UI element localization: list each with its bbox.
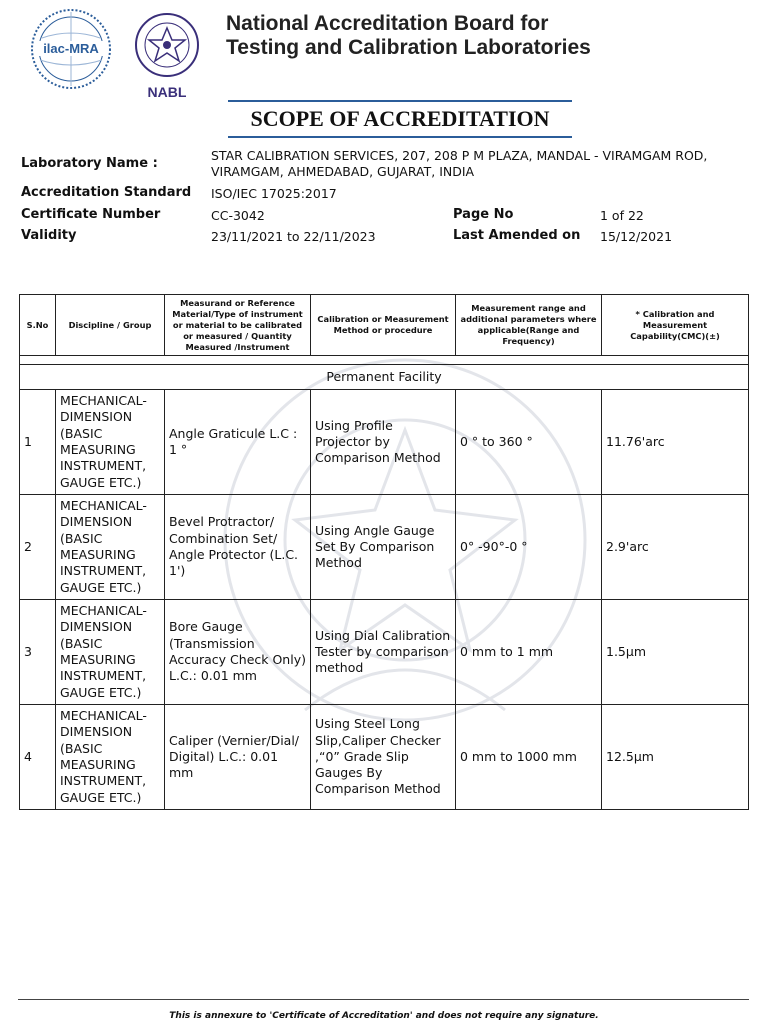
cell-range: 0 mm to 1000 mm: [456, 705, 602, 810]
cell-method: Using Steel Long Slip,Caliper Checker ,“0” Grade Slip Gauges By Comparison Method: [311, 705, 456, 810]
table-row: [20, 600, 749, 705]
ilac-mra-logo: [28, 8, 114, 90]
cell-method: Using Profile Projector by Comparison Method: [311, 390, 456, 495]
cell-sno: 3: [20, 600, 56, 705]
header-range: Measurement range and additional parameters where applicable(Range and Frequency): [456, 295, 602, 356]
cell-measurand: Bore Gauge (Transmission Accuracy Check Only) L.C.: 0.01 mm: [165, 600, 311, 705]
facility-row: [20, 365, 749, 390]
cell-range: 0 ° to 360 °: [456, 390, 602, 495]
cell-range: 0 mm to 1 mm: [456, 600, 602, 705]
footer-note: This is annexure to 'Certificate of Accreditation' and does not require any signature.: [169, 1011, 599, 1021]
cell-measurand: Bevel Protractor/ Combination Set/ Angle Protector (L.C. 1'): [165, 495, 311, 600]
cell-sno: 2: [20, 495, 56, 600]
page-no-label: Page No: [453, 207, 514, 222]
footer-divider: [18, 999, 749, 1000]
lab-name-line-2: VIRAMGAM, AHMEDABAD, GUJARAT, INDIA: [211, 164, 475, 179]
cell-discipline: MECHANICAL- DIMENSION (BASIC MEASURING INSTRUMENT, GAUGE ETC.): [56, 705, 165, 810]
svg-text:NABL: NABL: [147, 84, 187, 100]
scope-table: [19, 294, 749, 810]
cell-range: 0° -90°-0 °: [456, 495, 602, 600]
cell-cmc: 12.5µm: [602, 705, 749, 810]
certificate-label: Certificate Number: [21, 207, 161, 222]
cell-method: Using Angle Gauge Set By Comparison Method: [311, 495, 456, 600]
cell-measurand: Angle Graticule L.C : 1 °: [165, 390, 311, 495]
page-no-value: 1 of 22: [600, 208, 644, 223]
last-amended-value: 15/12/2021: [600, 229, 673, 244]
table-row: [20, 495, 749, 600]
lab-name-value: [211, 148, 707, 180]
validity-value: 23/11/2021 to 22/11/2023: [211, 229, 376, 244]
table-spacer: [20, 356, 749, 365]
validity-label: Validity: [21, 228, 77, 243]
cell-cmc: 1.5µm: [602, 600, 749, 705]
certificate-value: CC-3042: [211, 208, 265, 223]
header-sno: S.No: [20, 295, 56, 356]
header-discipline: Discipline / Group: [56, 295, 165, 356]
cell-method: Using Dial Calibration Tester by comparison method: [311, 600, 456, 705]
org-line-1: National Accreditation Board for: [226, 12, 549, 35]
table-header-row: [20, 295, 749, 356]
facility-label: Permanent Facility: [20, 365, 749, 390]
cell-discipline: MECHANICAL- DIMENSION (BASIC MEASURING INSTRUMENT, GAUGE ETC.): [56, 495, 165, 600]
cell-cmc: 11.76'arc: [602, 390, 749, 495]
lab-name-line-1: STAR CALIBRATION SERVICES, 207, 208 P M PLAZA, MANDAL - VIRAMGAM ROD,: [211, 148, 708, 163]
organization-name: [226, 12, 591, 60]
standard-label: Accreditation Standard: [21, 185, 192, 200]
cell-discipline: MECHANICAL- DIMENSION (BASIC MEASURING INSTRUMENT, GAUGE ETC.): [56, 390, 165, 495]
cell-sno: 4: [20, 705, 56, 810]
header-measurand: Measurand or Reference Material/Type of instrument or material to be calibrated or measured / Quantity Measured /Instrument: [165, 295, 311, 356]
table-row: [20, 390, 749, 495]
lab-name-label: Laboratory Name :: [21, 156, 158, 171]
org-line-2: Testing and Calibration Laboratories: [226, 36, 591, 59]
header-method: Calibration or Measurement Method or procedure: [311, 295, 456, 356]
standard-value: ISO/IEC 17025:2017: [211, 186, 337, 201]
cell-measurand: Caliper (Vernier/Dial/ Digital) L.C.: 0.01 mm: [165, 705, 311, 810]
cell-cmc: 2.9'arc: [602, 495, 749, 600]
svg-text:ilac-MRA: ilac-MRA: [43, 41, 99, 56]
scope-title: SCOPE OF ACCREDITATION: [228, 100, 572, 138]
last-amended-label: Last Amended on: [453, 228, 581, 243]
cell-discipline: MECHANICAL- DIMENSION (BASIC MEASURING INSTRUMENT, GAUGE ETC.): [56, 600, 165, 705]
header-cmc: * Calibration and Measurement Capability(CMC)(±): [602, 295, 749, 356]
cell-sno: 1: [20, 390, 56, 495]
table-row: [20, 705, 749, 810]
nabl-logo: [132, 10, 202, 100]
